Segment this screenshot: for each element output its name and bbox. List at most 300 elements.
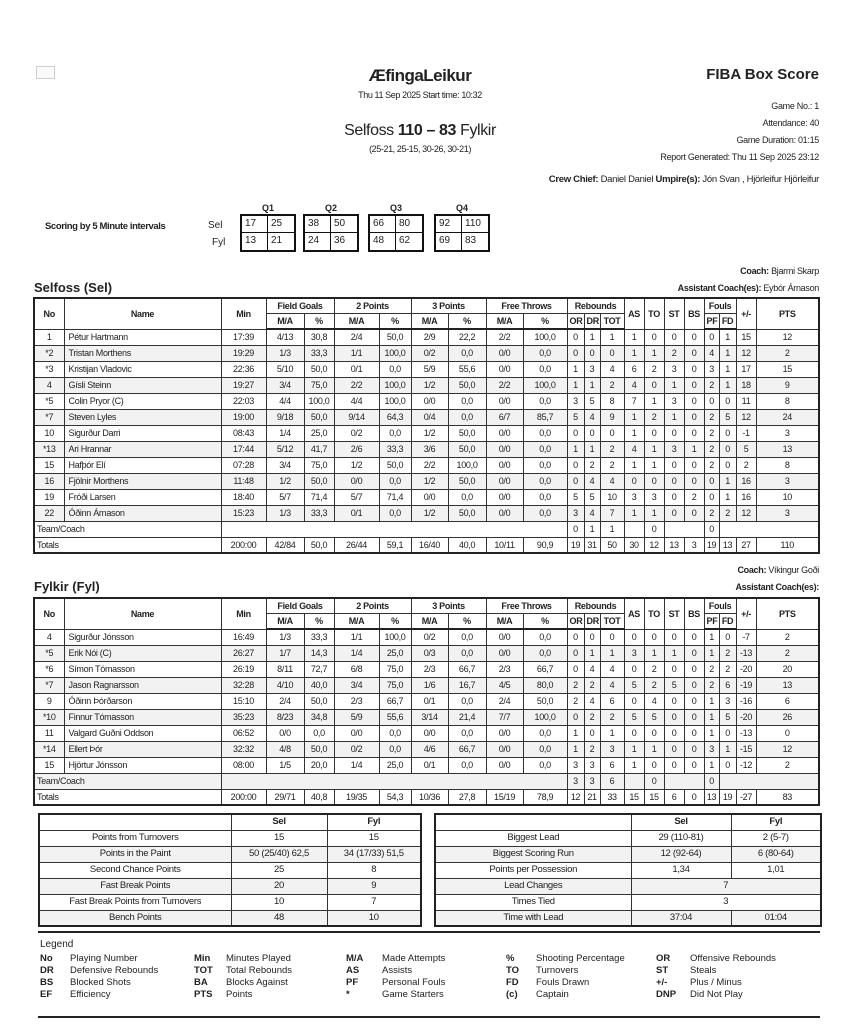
stat-cell: 3 <box>567 505 584 521</box>
stat-cell: 0 <box>584 345 600 361</box>
stat-cell: 4 <box>584 409 600 425</box>
stat-cell: 17:44 <box>221 441 266 457</box>
empty-cell <box>435 814 631 830</box>
stat-cell: 3 <box>584 773 600 789</box>
stat-cell: 32:28 <box>221 677 266 693</box>
stat-cell: 1 <box>584 377 600 393</box>
summary-label: Fast Break Points from Turnovers <box>39 894 231 910</box>
stat-cell: 50,0 <box>304 473 334 489</box>
stat-cell: 2 <box>644 677 664 693</box>
stat-cell: 40,8 <box>304 789 334 805</box>
stat-cell: 10 <box>34 425 64 441</box>
stat-cell: 0/0 <box>486 457 523 473</box>
stat-cell: 07:28 <box>221 457 266 473</box>
stat-cell: *10 <box>34 709 64 725</box>
stat-cell: 19 <box>34 489 64 505</box>
legend-item <box>346 965 412 977</box>
stat-cell: 1/2 <box>334 457 379 473</box>
stat-cell: 0 <box>684 425 704 441</box>
stat-cell: 1 <box>624 505 644 521</box>
stat-cell: 50,0 <box>448 505 486 521</box>
coach-label: Coach: <box>737 565 767 575</box>
summary-row <box>435 878 821 894</box>
legend-desc: Personal Fouls <box>382 977 446 988</box>
stat-cell: 1 <box>719 489 736 505</box>
stat-cell: 08:00 <box>221 757 266 773</box>
stat-cell: 1 <box>624 409 644 425</box>
stat-cell: 0 <box>644 725 664 741</box>
stat-cell: 2 <box>756 645 819 661</box>
legend-item <box>506 953 625 965</box>
stat-cell: 5 <box>719 709 736 725</box>
stat-cell: 4 <box>704 345 719 361</box>
stat-cell: 26/44 <box>334 537 379 553</box>
summary-value: 2 (5-7) <box>731 830 821 846</box>
summary-value: 10 <box>327 910 421 926</box>
assistant-coach-fylkir <box>735 582 819 592</box>
col-as: AS <box>624 598 644 629</box>
stat-cell: 0/0 <box>266 725 304 741</box>
stat-cell: 0,0 <box>448 757 486 773</box>
stat-cell: 0 <box>684 329 704 345</box>
stat-cell: 1/7 <box>266 645 304 661</box>
legend-title: Legend <box>40 939 74 950</box>
stat-cell: 4 <box>584 473 600 489</box>
stat-cell: 8/11 <box>266 661 304 677</box>
player-row <box>34 505 819 521</box>
stat-cell: 32:32 <box>221 741 266 757</box>
player-row <box>34 645 819 661</box>
stat-cell: 200:00 <box>221 537 266 553</box>
col-ma: M/A <box>411 314 448 330</box>
stat-cell: 54,3 <box>379 789 411 805</box>
stat-cell: 50,0 <box>304 537 334 553</box>
stat-cell: 0 <box>684 473 704 489</box>
stat-cell: 50,0 <box>448 473 486 489</box>
legend-key: EF <box>40 989 53 1000</box>
interval-score: 92 <box>436 216 462 233</box>
stat-cell: 18 <box>736 377 756 393</box>
stat-cell: 9/18 <box>266 409 304 425</box>
stat-cell: 6 <box>600 773 624 789</box>
stat-cell: 1 <box>600 329 624 345</box>
stat-cell: 6 <box>600 757 624 773</box>
stat-cell: 17:39 <box>221 329 266 345</box>
interval-score: 50 <box>331 216 357 233</box>
stat-cell: 200:00 <box>221 789 266 805</box>
stat-cell: 1 <box>584 645 600 661</box>
stat-cell: 33,3 <box>304 345 334 361</box>
stat-cell: 12 <box>567 789 584 805</box>
summary-row <box>435 910 821 926</box>
empty-cell <box>221 773 567 789</box>
col-pf: PF <box>704 314 719 330</box>
stat-cell: 59,1 <box>379 537 411 553</box>
legend-key: PF <box>346 977 359 988</box>
summary-row <box>435 862 821 878</box>
player-name: Sigurður Jónsson <box>64 629 221 645</box>
stat-cell: 19:00 <box>221 409 266 425</box>
stat-cell: 19:27 <box>221 377 266 393</box>
stat-cell: 3 <box>644 489 664 505</box>
stat-cell: 0 <box>664 693 684 709</box>
stat-cell: 1/1 <box>334 629 379 645</box>
col-pct: % <box>448 314 486 330</box>
col-tot: TOT <box>600 314 624 330</box>
stat-cell: 33 <box>600 789 624 805</box>
interval-label: Scoring by 5 Minute intervals <box>45 221 166 232</box>
summary-table-game-flow <box>434 813 822 927</box>
legend-desc: Did Not Play <box>690 989 743 1000</box>
stat-cell: 16 <box>34 473 64 489</box>
stat-cell: 0/1 <box>411 693 448 709</box>
quarter-label: Q4 <box>455 203 468 213</box>
stat-cell: 16,7 <box>448 677 486 693</box>
stat-cell: -13 <box>736 725 756 741</box>
stat-cell: 0 <box>567 473 584 489</box>
stat-cell: 0 <box>664 725 684 741</box>
legend-desc: Efficiency <box>70 989 111 1000</box>
game-number: Game No.: 1 <box>771 101 819 111</box>
summary-row <box>435 894 821 910</box>
stat-cell: 0/0 <box>486 489 523 505</box>
assistant-coach-name: Eybór Árnason <box>763 283 819 293</box>
summary-value: 12 (92-64) <box>631 846 731 862</box>
stat-cell: 8 <box>756 457 819 473</box>
stat-cell: 0,0 <box>523 361 567 377</box>
stat-cell: 1/2 <box>266 473 304 489</box>
stat-cell: 2 <box>704 677 719 693</box>
stat-cell: 3 <box>719 693 736 709</box>
stat-cell: 1 <box>624 329 644 345</box>
stat-cell: 19 <box>704 537 719 553</box>
stat-cell: 6 <box>624 361 644 377</box>
player-name: Fjölnir Morthens <box>64 473 221 489</box>
select-checkbox[interactable] <box>36 66 55 79</box>
player-row <box>34 489 819 505</box>
player-row <box>34 473 819 489</box>
stat-cell: 40,0 <box>304 677 334 693</box>
stat-cell: 0 <box>664 505 684 521</box>
player-row <box>34 441 819 457</box>
col-field-goals: Field Goals <box>266 598 334 614</box>
stat-cell: 4 <box>600 473 624 489</box>
stat-cell: 9 <box>600 409 624 425</box>
stat-cell: 3 <box>624 489 644 505</box>
player-row <box>34 709 819 725</box>
stat-cell: 100,0 <box>304 393 334 409</box>
stat-cell: 71,4 <box>379 489 411 505</box>
stat-cell: 2/2 <box>334 377 379 393</box>
stat-cell: 0,0 <box>523 473 567 489</box>
stat-cell: 5/10 <box>266 361 304 377</box>
stat-cell: 75,0 <box>304 377 334 393</box>
stat-cell: 1 <box>704 725 719 741</box>
stat-cell: 24 <box>756 409 819 425</box>
stat-cell: 0 <box>567 425 584 441</box>
stat-cell: 19 <box>719 789 736 805</box>
stat-cell: 0 <box>664 329 684 345</box>
col-tot: TOT <box>600 614 624 630</box>
stat-cell: 5/7 <box>266 489 304 505</box>
legend-item <box>346 953 445 965</box>
stat-cell: 0,0 <box>448 725 486 741</box>
player-row <box>34 393 819 409</box>
stat-cell: 1 <box>664 409 684 425</box>
legend-key: ST <box>656 965 669 976</box>
stat-cell: 2 <box>567 693 584 709</box>
team-coach-label: Team/Coach <box>34 773 221 789</box>
legend-desc: Captain <box>536 989 569 1000</box>
stat-cell: 0,0 <box>523 345 567 361</box>
stat-cell: *5 <box>34 645 64 661</box>
stat-cell: 0/0 <box>411 489 448 505</box>
stat-cell: 0,0 <box>448 629 486 645</box>
quarter-box <box>240 214 296 252</box>
stat-cell: 50,0 <box>379 457 411 473</box>
stat-cell: 4/6 <box>411 741 448 757</box>
stat-cell: 0 <box>664 457 684 473</box>
col-min: Min <box>221 298 266 329</box>
score-dash: – <box>426 122 435 139</box>
totals-row <box>34 537 819 553</box>
stat-cell: 4/4 <box>334 393 379 409</box>
empty-cell <box>664 521 704 537</box>
col-name: Name <box>64 298 221 329</box>
stat-cell: *6 <box>34 661 64 677</box>
interval-score: 69 <box>436 233 462 250</box>
summary-team-header: Fyl <box>731 814 821 830</box>
stat-cell: 22 <box>34 505 64 521</box>
summary-value: 48 <box>231 910 327 926</box>
summary-value: 7 <box>327 894 421 910</box>
legend-bottom-rule <box>38 1016 820 1018</box>
stat-cell: 66,7 <box>523 661 567 677</box>
stat-cell: 5 <box>736 441 756 457</box>
player-row <box>34 741 819 757</box>
interval-score: 83 <box>465 235 477 246</box>
stat-cell: 4 <box>600 661 624 677</box>
stat-cell: 0/0 <box>486 741 523 757</box>
quarter-box <box>368 214 424 252</box>
stat-cell: 0 <box>719 725 736 741</box>
stat-cell: 15 <box>34 457 64 473</box>
col-fouls: Fouls <box>704 298 736 314</box>
legend-desc: Minutes Played <box>226 953 291 964</box>
interval-score: 80 <box>396 216 422 233</box>
col-dr: DR <box>584 614 600 630</box>
legend-key: AS <box>346 965 360 976</box>
legend-item <box>40 953 138 965</box>
stat-cell: 50,0 <box>379 329 411 345</box>
quarter-label: Q2 <box>324 203 337 213</box>
legend-item <box>506 989 569 1001</box>
stat-cell: 0 <box>719 457 736 473</box>
stat-cell: 2/2 <box>486 377 523 393</box>
home-team-name: Selfoss <box>344 122 394 139</box>
stat-cell: 0,0 <box>448 345 486 361</box>
summary-team-header: Fyl <box>327 814 421 830</box>
stat-cell: 4/13 <box>266 329 304 345</box>
summary-header-row <box>39 814 421 830</box>
stat-cell: 1/6 <box>411 677 448 693</box>
stat-cell: 50,0 <box>304 741 334 757</box>
summary-value: 10 <box>231 894 327 910</box>
stat-cell: 1 <box>684 441 704 457</box>
stat-cell: 13 <box>704 789 719 805</box>
stat-cell: 5 <box>567 409 584 425</box>
stat-cell: 0 <box>664 629 684 645</box>
stat-cell: 0/0 <box>486 505 523 521</box>
player-name: Símon Tómasson <box>64 661 221 677</box>
player-name: Steven Lyles <box>64 409 221 425</box>
stat-cell: 2 <box>567 677 584 693</box>
stat-cell: 1/4 <box>334 757 379 773</box>
stat-cell: 0 <box>664 489 684 505</box>
crew-chief-label: Crew Chief: <box>548 174 599 185</box>
stat-cell: 0/2 <box>334 741 379 757</box>
stat-cell: 1 <box>719 741 736 757</box>
stat-cell: 33,3 <box>304 629 334 645</box>
attendance: Attendance: 40 <box>762 118 819 128</box>
stat-cell: -16 <box>736 693 756 709</box>
stat-cell: 0 <box>644 629 664 645</box>
empty-cell <box>221 521 567 537</box>
stat-cell: 1 <box>567 741 584 757</box>
stat-cell: 16/40 <box>411 537 448 553</box>
stat-cell: 0/2 <box>411 629 448 645</box>
competition-title: ÆfingaLeikur <box>368 66 472 85</box>
empty-cell <box>624 773 644 789</box>
summary-label: Fast Break Points <box>39 878 231 894</box>
stat-cell: 10 <box>756 489 819 505</box>
stat-cell: 2/4 <box>334 329 379 345</box>
stat-cell: 22:03 <box>221 393 266 409</box>
summary-value: 1,34 <box>631 862 731 878</box>
stat-cell: -20 <box>736 661 756 677</box>
stat-cell: 5 <box>584 489 600 505</box>
team-coach-row <box>34 773 819 789</box>
col-min: Min <box>221 598 266 629</box>
summary-table-points <box>38 813 422 927</box>
stat-cell: 16:49 <box>221 629 266 645</box>
stat-cell: 26:27 <box>221 645 266 661</box>
summary-value: 7 <box>631 878 821 894</box>
stat-cell: 0 <box>567 645 584 661</box>
stat-cell: 0,0 <box>448 693 486 709</box>
stat-cell: 0 <box>664 473 684 489</box>
stat-cell: 0/0 <box>486 725 523 741</box>
legend-key: DR <box>40 965 54 976</box>
umpires-label: Umpire(s): <box>655 174 701 185</box>
stat-cell: 0 <box>704 473 719 489</box>
stat-cell: 0 <box>600 425 624 441</box>
stat-cell: 15 <box>34 757 64 773</box>
stat-cell: 16 <box>736 489 756 505</box>
home-score: 110 <box>397 122 423 139</box>
stat-cell: 0 <box>684 709 704 725</box>
stat-cell: 12 <box>644 537 664 553</box>
stat-cell: 7 <box>624 393 644 409</box>
legend-item <box>656 989 743 1001</box>
stat-cell: 2 <box>584 457 600 473</box>
stat-cell: 0 <box>719 757 736 773</box>
legend-key: DNP <box>656 989 677 1000</box>
stat-cell: 0 <box>756 725 819 741</box>
stat-cell: 27 <box>736 537 756 553</box>
stat-cell: 50,0 <box>304 361 334 377</box>
stat-cell: 2/4 <box>486 693 523 709</box>
legend-desc: Fouls Drawn <box>536 977 590 988</box>
stat-cell: 0,0 <box>523 757 567 773</box>
stat-cell: 3 <box>664 393 684 409</box>
legend-desc: Blocked Shots <box>70 977 131 988</box>
stat-cell: 75,0 <box>304 457 334 473</box>
stat-cell: 20,0 <box>304 757 334 773</box>
col-pct: % <box>379 314 411 330</box>
stat-cell: 2 <box>664 345 684 361</box>
player-row <box>34 361 819 377</box>
player-row <box>34 757 819 773</box>
stat-cell: 10 <box>600 489 624 505</box>
summary-value: 1,01 <box>731 862 821 878</box>
stat-cell: -19 <box>736 677 756 693</box>
stat-cell: 1 <box>34 329 64 345</box>
stat-cell: 1 <box>624 345 644 361</box>
col-free-throws: Free Throws <box>486 298 567 314</box>
player-row <box>34 345 819 361</box>
col-pct: % <box>304 614 334 630</box>
player-name: Kristijan Vladovic <box>64 361 221 377</box>
assistant-coach-label: Assistant Coach(es): <box>677 283 762 293</box>
stat-cell: 1 <box>567 725 584 741</box>
summary-value: 34 (17/33) 51,5 <box>327 846 421 862</box>
stat-cell: 64,3 <box>379 409 411 425</box>
legend-key: BA <box>194 977 208 988</box>
stat-cell: 50,0 <box>448 377 486 393</box>
stat-cell: 2 <box>600 709 624 725</box>
legend-desc: Points <box>226 989 253 1000</box>
player-name: Jason Ragnarsson <box>64 677 221 693</box>
stat-cell: 100,0 <box>523 709 567 725</box>
stat-cell: 18:40 <box>221 489 266 505</box>
stat-cell: 50,0 <box>448 441 486 457</box>
col-ma: M/A <box>486 314 523 330</box>
stat-cell: 80,0 <box>523 677 567 693</box>
stat-cell: 25,0 <box>379 645 411 661</box>
col-rebounds: Rebounds <box>567 598 624 614</box>
player-name: Valgard Guðni Oddson <box>64 725 221 741</box>
col-ma: M/A <box>411 614 448 630</box>
stat-cell: 78,9 <box>523 789 567 805</box>
stat-cell: 0 <box>567 329 584 345</box>
stat-cell: 4 <box>644 693 664 709</box>
totals-label: Totals <box>34 789 221 805</box>
col-st: ST <box>664 598 684 629</box>
summary-value: 15 <box>327 830 421 846</box>
stat-cell: 1/5 <box>266 757 304 773</box>
umpires: Jón Svan , Hjörleifur Hjörleifur <box>702 174 819 185</box>
stat-cell: 6 <box>719 677 736 693</box>
player-name: Óðinn Árnason <box>64 505 221 521</box>
summary-value: 6 (80-64) <box>731 846 821 862</box>
stat-cell: 0,0 <box>523 725 567 741</box>
stat-cell: 4 <box>624 377 644 393</box>
stat-cell: 2 <box>704 457 719 473</box>
summary-value: 8 <box>327 862 421 878</box>
legend-item <box>506 965 578 977</box>
stat-cell: 10/11 <box>486 537 523 553</box>
